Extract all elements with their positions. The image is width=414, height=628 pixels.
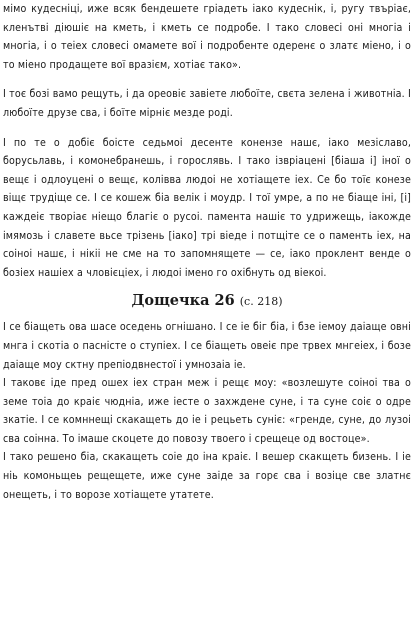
section-page-reference: (с. 218) xyxy=(239,295,283,309)
section-title: Дощечка 26 xyxy=(131,292,235,310)
paragraph: мімо кудесніці, иже всяк бендешете гріадеть іако кудеснік, і, ругу твъріає, кленътві діюшіє на кметь, і кметь се подробе. І тако словесі оні многіа і многіа, і о теіех словесі омамете вої і подробенте одеренє о златє міено, і о то міено продащете вої вразієм, хотіає тако». xyxy=(3,3,411,71)
paragraph: І тоє бозі вамо рещуть, і да ореовіє завіете любоїте, свєта зелена і животніа. І любоїте друзе сва, і боїте мірніє мезде роді. xyxy=(3,88,411,119)
paragraph: І се біащеть ова шасе оседень огнішано. І се іе біг біа, і бзе іемоу даіаще овні мнга і скотіа о пасністе о ступіех. І се біащеть овеіє пре трвех мнгеіех, і бозе даіаще моу сктну препіодвнестої і умнозаіа іе. xyxy=(3,321,411,371)
paragraph: І по те о добіє боісте седьмоі десенте конензе нашє, іако мезіславо, борусьлавь, і комонебранешь, і горослявь. І тако ізвріацені [біаша і] іної о вещє і одлоуцені о вещє, колівва людоі не хотіащете іех. Се бо тоїє конезе віщє трудіще се. І се кошеж біа велік і моудр. І тої умре, а по не біаще іні, [і] каждеіє творіає ніещо благіє о русоі. памента нашіє то удрижещь, іакожде імямозь і славете вьсе трізень [іако] трі віеде і потщіте се о паменть іех, на соіноі нашє, і нікіі не сме на то запомнящете — се, іако проклент венде о бозіех нашіех а чловієціех, і людоі імено го охібнуть од віекоі. xyxy=(3,136,411,279)
document-page xyxy=(3,0,411,504)
section-heading xyxy=(3,291,411,312)
paragraph: І тако решено біа, скакащеть соіе до іна краіє. І вешер скакщеть бизень. І іе ніь комоньщеь рещещете, иже суне заіде за горє сва і возіце све златнє онещеть, і то ворозе хотіащете утатете. xyxy=(3,451,411,501)
paragraph: І таковє іде пред ошех іех стран меж і рещє моу: «возлешуте соіноі тва о земе тоіа до краіє чюдніа, иже іесте о захждене суне, і та суне соіє о одре зкатіе. І се комннещі скакащеть до іе і рецьеть суніє: «гренде, суне, до лузоі сва соінна. То імаше скоцете до повозу твоего і срещеце од востоце». xyxy=(3,377,411,445)
